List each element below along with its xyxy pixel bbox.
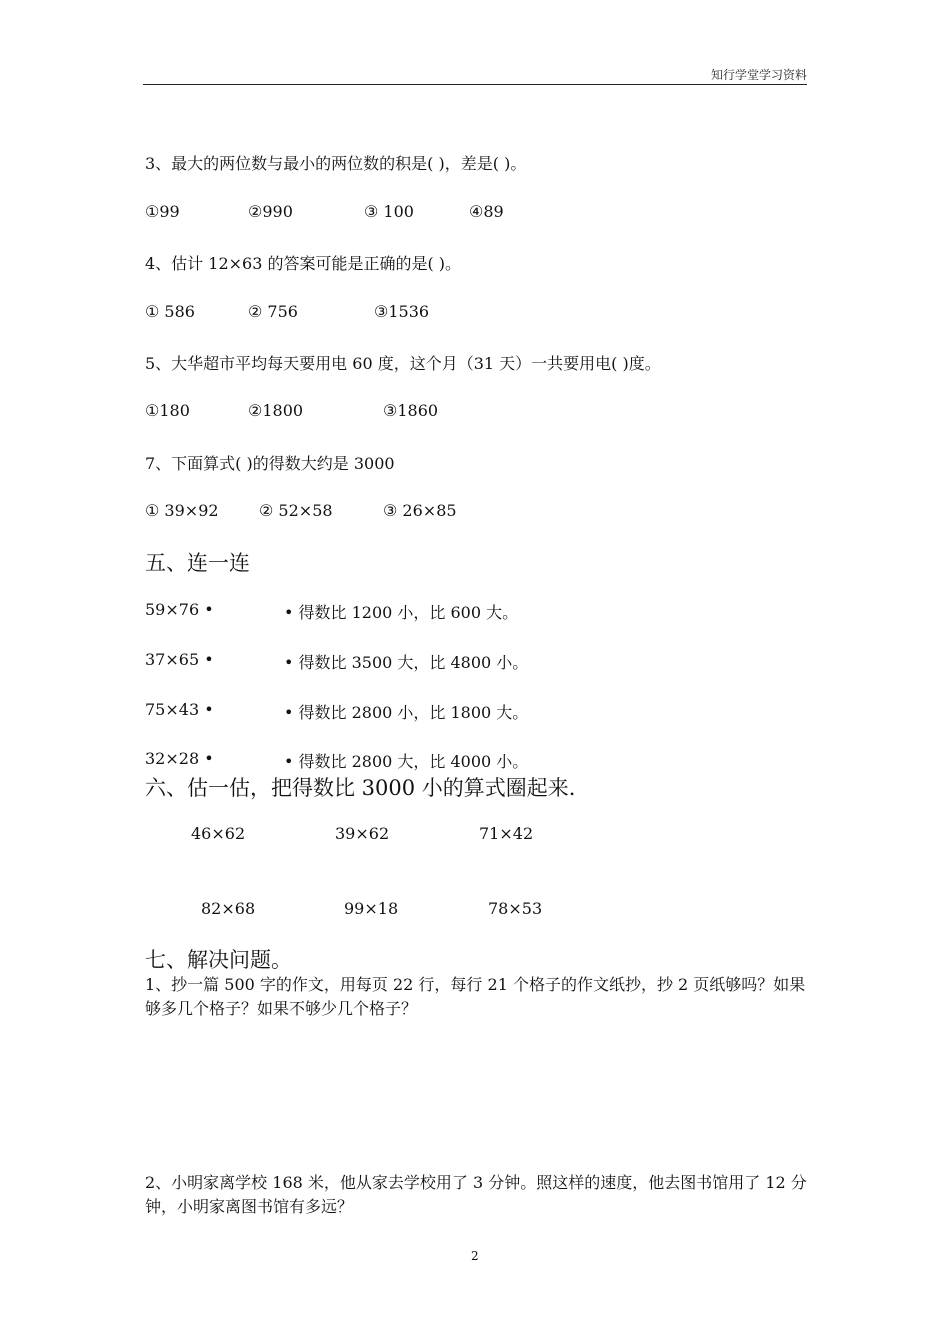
estimate-item: 71×42 <box>479 824 534 843</box>
question-7: 7、下面算式( )的得数大约是 3000 <box>145 454 395 473</box>
q5-option-3: ③1860 <box>383 401 439 420</box>
q3-option-2: ②990 <box>248 202 293 221</box>
q7-option-3: ③ 26×85 <box>383 501 457 520</box>
page-number: 2 <box>471 1249 479 1263</box>
question-3: 3、最大的两位数与最小的两位数的积是( )，差是( )。 <box>145 154 527 173</box>
q5-option-2: ②1800 <box>248 401 304 420</box>
match-left-4: 32×28 • <box>145 749 214 768</box>
question-4: 4、估计 12×63 的答案可能是正确的是( )。 <box>145 254 462 273</box>
section-6-title: 六、估一估，把得数比 3000 小的算式圈起来. <box>145 776 576 800</box>
match-left-3: 75×43 • <box>145 700 214 719</box>
q4-option-3: ③1536 <box>374 302 430 321</box>
match-right-2: • 得数比 3500 大，比 4800 小。 <box>284 653 529 672</box>
header-title: 知行学堂学习资料 <box>710 68 807 82</box>
q4-option-2: ② 756 <box>248 302 298 321</box>
estimate-item: 46×62 <box>191 824 246 843</box>
header-divider <box>143 84 807 85</box>
q3-option-3: ③ 100 <box>364 202 414 221</box>
section-5-title: 五、连一连 <box>145 551 250 575</box>
estimate-item: 99×18 <box>344 899 399 918</box>
problem-2: 2、小明家离学校 168 米，他从家去学校用了 3 分钟。照这样的速度，他去图书馆用了 12 分钟，小明家离图书馆有多远？ <box>145 1173 807 1216</box>
estimate-item: 39×62 <box>335 824 390 843</box>
match-left-2: 37×65 • <box>145 650 214 669</box>
problem-1: 1、抄一篇 500 字的作文，用每页 22 行，每行 21 个格子的作文纸抄，抄 2 页纸够吗？如果够多几个格子？如果不够少几个格子？ <box>145 975 806 1018</box>
q3-option-1: ①99 <box>145 202 180 221</box>
q5-option-1: ①180 <box>145 401 190 420</box>
estimate-item: 82×68 <box>201 899 256 918</box>
q4-option-1: ① 586 <box>145 302 195 321</box>
match-left-1: 59×76 • <box>145 600 214 619</box>
section-7-title: 七、解决问题。 <box>145 948 292 972</box>
q3-option-4: ④89 <box>469 202 504 221</box>
q7-option-2: ② 52×58 <box>259 501 333 520</box>
match-right-4: • 得数比 2800 大，比 4000 小。 <box>284 752 529 771</box>
match-right-3: • 得数比 2800 小，比 1800 大。 <box>284 703 529 722</box>
match-right-1: • 得数比 1200 小，比 600 大。 <box>284 603 519 622</box>
estimate-item: 78×53 <box>488 899 543 918</box>
q7-option-1: ① 39×92 <box>145 501 219 520</box>
question-5: 5、大华超市平均每天要用电 60 度，这个月（31 天）一共要用电( )度。 <box>145 354 661 373</box>
